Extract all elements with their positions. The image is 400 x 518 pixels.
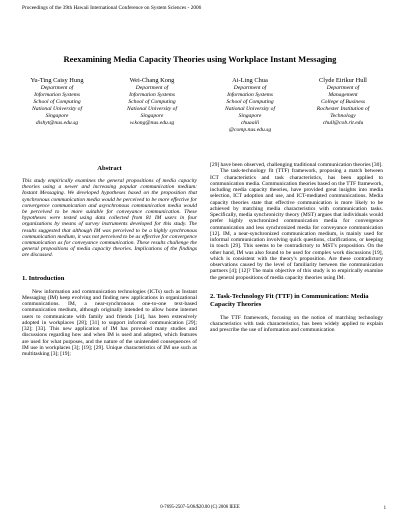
author-4	[298, 77, 388, 127]
author-2	[107, 77, 197, 127]
author-affiliation-line: Technology	[330, 113, 356, 120]
section-1-paragraph: New information and communication technologies (ICTs) such as Instant Messaging (IM) keep evolving and finding new applications in organizational communications. IM, a near-synchronous one-to-one text-based communication medium, although originally intended to allow home internet users to communicate with family and friends [14], has been extensively adopted in workplaces [28]; [31] to support informal communication [29]; [32]; [33]. This new application of IM has provoked many studies and discussions regarding how and when IM is used and adopted, which features are used for what purposes, and the nature of the unintended consequences of IM use in workplaces [3]; [19]; [29]. Unique characteristics of IM use such as multitasking [3]; [19];	[22, 288, 197, 358]
running-header: Proceedings of the 39th Hawaii International Conference on System Sciences - 2006	[22, 5, 202, 11]
author-affiliation-line: College of Business	[320, 99, 366, 106]
author-affiliation-line: Department of	[233, 84, 267, 91]
section-2-paragraph: The TTF framework, focusing on the notion of matching technology characteristics with task characteristics, has been widely applied to explain and prescribe the use of information and communication	[210, 314, 383, 334]
author-name: Ai-Ling Chua	[232, 77, 268, 84]
author-affiliation-line: Department of	[135, 84, 169, 91]
author-affiliation-line: Information Systems	[129, 91, 175, 98]
author-email: chuaaili	[240, 120, 260, 127]
author-affiliation-line: Department of	[326, 84, 360, 91]
author-affiliation-line: Department of	[40, 84, 74, 91]
abstract-text: This study empirically examines the general propositions of media capacity theories using a newer and increasing popular communication medium: Instant Messaging. We developed hypotheses based on the proposition that synchronous communication media would be perceived to be more effective for convergence communication and asynchronous communication media would be perceived to be more suitable for conveyance communication. These hypotheses were tested using data collected from 81 IM users in four organizations by means of survey instruments developed for this study. The results suggested that although IM was perceived to be a highly synchronous communication medium, it was not perceived to be as effective for convergence communication as for conveyance communication. These results challenge the general propositions of media capacity theories. Implications of the findings are discussed.	[22, 178, 197, 259]
author-affiliation-line: National University of	[31, 106, 83, 113]
author-block	[12, 77, 388, 157]
section-2-heading: 2. Task-Technology Fit (TTF) in Communication: Media Capacity Theories	[210, 292, 369, 308]
left-column	[22, 165, 197, 357]
author-affiliation-line: Singapore	[140, 113, 164, 120]
author-email: @comp.nus.edu.sg	[228, 127, 272, 134]
copyright-footer: 0-7695-2507-5/06/$20.00 (C) 2006 IEEE	[160, 505, 240, 510]
section-1-heading: 1. Introduction	[22, 274, 65, 282]
author-affiliation-line: Singapore	[238, 113, 262, 120]
right-column	[210, 162, 383, 334]
author-name: Wei-Chang Kong	[129, 77, 175, 84]
author-name: Clyde Eirikur Hull	[319, 77, 367, 84]
author-affiliation-line: Information Systems	[227, 91, 273, 98]
author-affiliation-line: Management	[328, 91, 358, 98]
author-affiliation-line: School of Computing	[33, 99, 81, 106]
page-number: 1	[383, 506, 386, 511]
author-email: w.kong@nus.edu.sg	[129, 120, 175, 127]
author-affiliation-line: Information Systems	[34, 91, 80, 98]
author-affiliation-line: National University of	[126, 106, 178, 113]
continued-paragraph: [29] have been observed, challenging traditional communication theories [30].	[210, 162, 383, 168]
paper-title: Reexamining Media Capacity Theories using Workplace Instant Messaging	[63, 54, 337, 64]
author-affiliation-line: Rochester Institution of	[316, 106, 370, 113]
author-name: Yu-Ting Caisy Hung	[30, 77, 84, 84]
author-1	[12, 77, 102, 127]
author-3	[205, 77, 295, 135]
author-email: chull@cob.rit.edu	[322, 120, 364, 127]
author-affiliation-line: School of Computing	[226, 99, 274, 106]
author-email: dishyt@nus.edu.sg	[35, 120, 79, 127]
author-affiliation-line: School of Computing	[128, 99, 176, 106]
author-affiliation-line: National University of	[224, 106, 276, 113]
author-affiliation-line: Singapore	[45, 113, 69, 120]
ttf-paragraph: The task-technology fit (TTF) framework, proposing a match between ICT characteristics and task characteristics, has been applied to communication media. Communication theories based on the TTF framework, including media capacity theories, have provided great insights into media selection, ICT adoption and use, and ICT-mediated communications. Media capacity theories state that effective communication is more likely to be achieved by matching media characteristics with communication tasks. Specifically, media synchronicity theory (MST) argues that individuals would prefer highly synchronized communication media for convergence communication and less synchronized media for conveyance communication [12]. IM, a near-synchronized communication medium, is mainly used for informal communication involving quick questions, clarifications, or keeping in touch [29]. This seems to be contradictory to MST's proposition. On the other hand, IM was also found to be used for complex work discussions [19], which is consistent with the theory's proposition. Are these contradictory observations caused by the level of familiarity between the communication partners [4]; [12]? The main objective of this study is to empirically examine the general propositions of media capacity theories using IM.	[210, 168, 383, 281]
abstract-heading: Abstract	[97, 165, 122, 172]
